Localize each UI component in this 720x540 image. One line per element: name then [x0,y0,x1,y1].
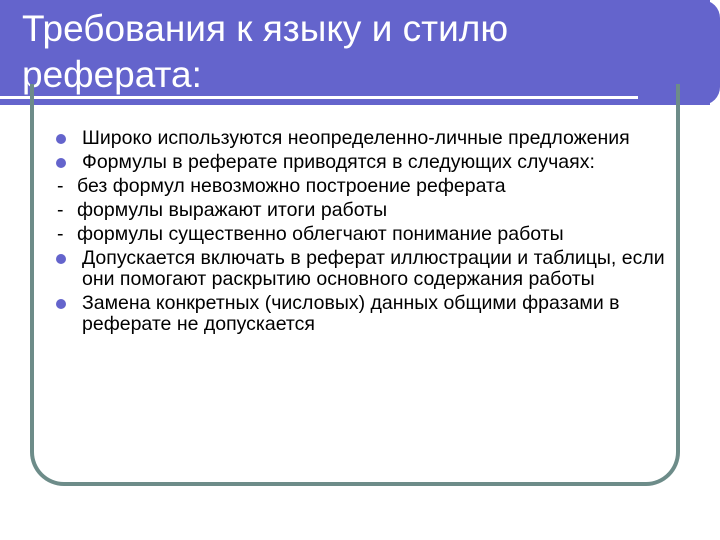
bullet-dot-icon [56,254,66,264]
list-item-text: Формулы в реферате приводятся в следующих случаях: [82,151,595,173]
list-item-text: Допускается включать в реферат иллюстрации и таблицы, если они помогают раскрытию основного содержания работы [82,247,665,290]
bullet-dot-icon [56,134,66,144]
list-item-text: Широко используются неопределенно-личные предложения [82,127,630,149]
dash-marker: - [57,223,64,245]
list-item-text: Замена конкретных (числовых) данных общими фразами в реферате не допускается [82,292,620,335]
list-item [56,152,676,173]
list-item [56,224,676,245]
content-list [56,128,676,338]
list-item-text: без формул невозможно построение реферата [77,175,506,197]
list-item-text: формулы выражают итоги работы [77,199,388,221]
list-item [56,128,676,149]
bullet-dot-icon [56,158,66,168]
dash-marker: - [57,199,64,221]
list-item [56,248,676,290]
bullet-dot-icon [56,299,66,309]
dash-marker: - [57,175,64,197]
list-item-text: формулы существенно облегчают понимание работы [77,223,564,245]
list-item [56,176,676,197]
slide-title: Требования к языку и стилю реферата: [22,8,509,95]
list-item [56,293,676,335]
list-item [56,200,676,221]
